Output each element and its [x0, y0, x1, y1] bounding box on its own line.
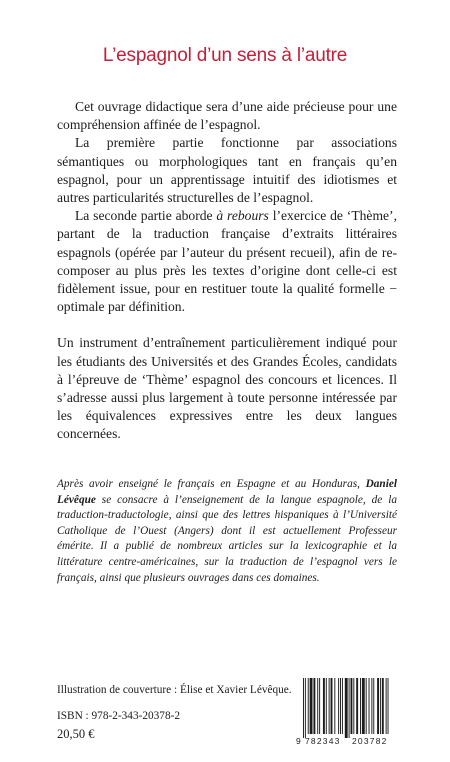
- barcode-bar: [371, 678, 372, 734]
- barcode-bar: [351, 678, 353, 734]
- barcode-bar: [377, 678, 379, 734]
- author-name: Daniel Lévêque: [57, 478, 397, 506]
- barcode-bar: [369, 678, 370, 734]
- barcode-bar: [342, 678, 343, 734]
- barcode-bar: [345, 678, 348, 738]
- author-bio-text: [57, 477, 397, 586]
- barcode-bar: [308, 678, 309, 734]
- paragraph-audience: Un instrument d’entraînement particulièrement indiqué pour les étudiants des Universités et des Grandes Écoles, candidats à l’épreuve de ‘Thème’ espagnol des concours et licences. Il s’adresse aussi plus largement à toute personne intéressée par les équivalences expressives entre les deux langues concernées.: [57, 335, 397, 442]
- barcode-bar: [305, 678, 306, 738]
- barcode-bar: [317, 678, 318, 734]
- barcode-digits-right: 203782: [352, 736, 388, 746]
- barcode-bar: [380, 678, 381, 734]
- paragraph-part-two-end: l’exercice de ‘Thème’, partant de la traduction française d’extraits littéraires espagnols (opérée par l’auteur du présent recueil), afin de re-composer au plus près les textes d’origine dont celle-ci est fidèlement issue, pour en restituer toute la qualité formelle − optimale par définition.: [57, 208, 397, 315]
- barcode-bar: [313, 678, 315, 734]
- barcode-bar: [303, 678, 304, 738]
- barcode-bar: [356, 678, 358, 734]
- author-bio-end: se consacre à l’enseignement de la langue espagnole, de la traduction-traductologie, ainsi que des lettres hispaniques à l’Université Catholique de l’Ouest (Angers) dont il est actuellement Professeur émérite. Il a publié de nombreux articles sur la lexicographie et la littérature centre-américaines, sur la traduction de l’espagnol vers le français, ainsi que plusieurs ouvrages dans ces domaines.: [57, 493, 397, 584]
- author-bio: [57, 477, 397, 586]
- barcode-bar: [331, 678, 333, 734]
- paragraph-part-two: [57, 207, 397, 316]
- barcode-bar: [310, 678, 313, 734]
- barcode-bar: [323, 678, 325, 734]
- price: 20,50 €: [57, 727, 95, 741]
- paragraph-part-two-italic: à rebours: [216, 208, 269, 224]
- barcode-bars: [303, 678, 389, 738]
- barcode-bar: [338, 678, 339, 734]
- barcode-bar: [373, 678, 374, 734]
- paragraph-intro: Cet ouvrage didactique sera d’une aide précieuse pour une compréhension affinée de l’espagnol.: [57, 99, 397, 133]
- author-bio-start: Après avoir enseigné le français en Espagne et au Honduras,: [57, 478, 366, 490]
- book-title: L’espagnol d’un sens à l’autre: [102, 45, 348, 66]
- barcode-bar: [334, 678, 335, 734]
- cover-credit: Illustration de couverture : Élise et Xavier Lévêque.: [57, 684, 292, 696]
- barcode-digit-first: 9: [296, 736, 301, 746]
- barcode-bar: [329, 678, 330, 734]
- barcode-bar: [388, 678, 389, 734]
- barcode-bar: [340, 678, 341, 734]
- barcode: [294, 676, 400, 746]
- isbn: ISBN : 978-2-343-20378-2: [57, 710, 181, 722]
- barcode-bar: [386, 678, 387, 734]
- barcode-bar: [326, 678, 327, 734]
- barcode-digits-left: 782343: [305, 736, 341, 746]
- paragraph-part-two-start: La seconde partie aborde: [75, 208, 217, 224]
- barcode-bar: [366, 678, 367, 734]
- barcode-bar: [353, 678, 354, 734]
- barcode-bar: [349, 678, 350, 738]
- barcode-bar: [319, 678, 320, 734]
- barcode-bar: [360, 678, 361, 734]
- description: [57, 98, 397, 444]
- barcode-bar: [362, 678, 365, 734]
- paragraph-part-one: La première partie fonctionne par associations sémantiques ou morphologiques tant en français qu’en espagnol, pour un apprentissage intuitif des idiotismes et autres particularités structurelles de l’espagnol.: [57, 135, 397, 206]
- barcode-bar: [382, 678, 384, 734]
